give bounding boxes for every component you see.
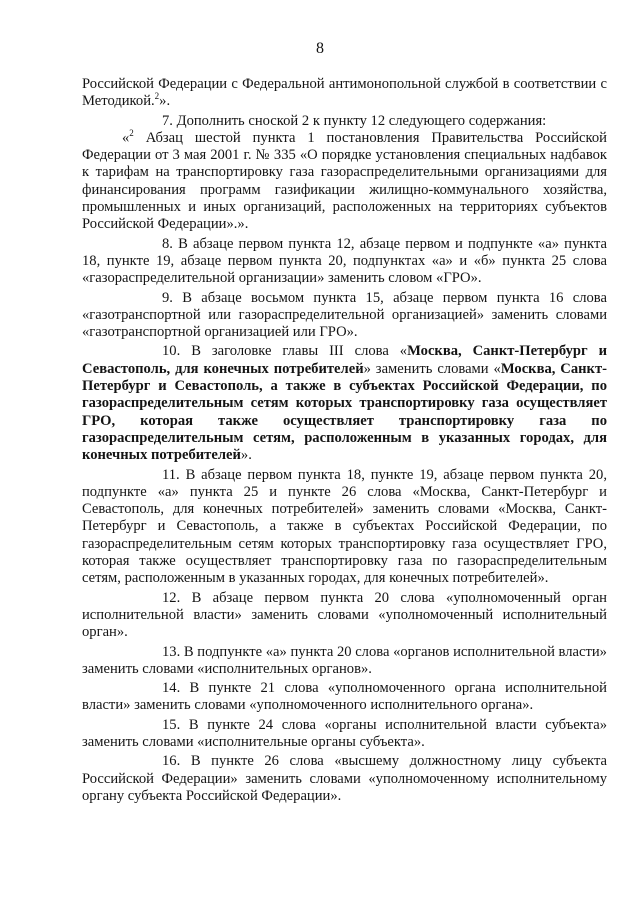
item-number: 15. [162,716,181,733]
item-number: 11. [162,466,180,483]
footnote-mark: 2 [129,128,134,139]
item-11: 11. В абзаце первом пункта 18, пункте 19, абзаце первом пункта 20, подпункте «а» пункта 25 и пункте 26 слова «Москва, Санкт-Петербург и Севастополь, для конечных потребителей» заменить словами «Москва, Санкт-Петербург и Севастополь, а также в субъектах Российской Федерации, по газораспределительным сетям которых транспортировку газа осуществляет ГРО, которая также осуществляет транспортировку газа по газораспределительным сетям, расположенным в указанных городах, для конечных потребителей». [82,466,607,587]
item-9: 9. В абзаце восьмом пункта 15, абзаце первом пункта 16 слова «газотранспортной или газораспределительной организацией» заменить словами «газотранспортной организацией или ГРО». [82,289,607,341]
bold-new-title: Москва, Санкт-Петербург и Севастополь, а также в субъектах Российской Федерации, по газораспределительным сетям которых транспортировку газа осуществляет ГРО, которая также осуществляет транспортировку газа по газораспределительным сетям, расположенным в указанных городах, для конечных потребителей [82,360,607,464]
page-number: 8 [316,40,324,57]
footnote-ref: 2 [154,91,160,102]
item-16: 16. В пункте 26 слова «высшему должностному лицу субъекта Российской Федерации» заменить словами «уполномоченному исполнительному органу субъекта Российской Федерации». [82,753,607,804]
item-7: 7. Дополнить сноской 2 к пункту 12 следующего содержания: [82,113,607,130]
item-number: 7. [162,112,173,129]
item-13: 13. В подпункте «а» пункта 20 слова «органов исполнительной власти» заменить словами «исполнительных органов». [82,643,607,677]
item-number: 9. [162,289,173,306]
item-number: 13. [162,643,181,660]
item-number: 12. [162,589,181,606]
item-number: 8. [162,235,173,252]
document-body [82,76,607,805]
item-10: 10. В заголовке главы III слова «Москва, Санкт-Петербург и Севастополь, для конечных потребителей» заменить словами «Москва, Санкт-Петербург и Севастополь, а также в субъектах Российской Федерации, по газораспределительным сетям которых транспортировку газа осуществляет ГРО, которая также осуществляет транспортировку газа по газораспределительным сетям, расположенным в указанных городах, для конечных потребителей». [82,343,607,464]
bold-old-title: Москва, Санкт-Петербург и Севастополь, для конечных потребителей [82,343,607,377]
item-number: 14. [162,680,181,697]
item-8: 8. В абзаце первом пункта 12, абзаце первом и подпункте «а» пункта 18, пункте 19, абзаце первом пункта 20, подпунктах «а» и «б» пункта 25 слова «газораспределительной организации» заменить словом «ГРО». [82,235,607,287]
item-12: 12. В абзаце первом пункта 20 слова «уполномоченный орган исполнительной власти» заменить словами «уполномоченный исполнительный орган». [82,589,607,641]
item-number: 16. [162,753,181,770]
item-number: 10. [162,343,181,360]
item-14: 14. В пункте 21 слова «уполномоченного органа исполнительной власти» заменить словами «уполномоченного исполнительного органа». [82,680,607,714]
footnote-text: «$^2$ Абзац шестой пункта 1 постановления Правительства Российской Федерации от 3 мая 2001 г. № 335 «О порядке установления специальных надбавок к тарифам на транспортировку газа газораспределительными организациями для финансирования программ газификации жилищно-коммунального хозяйства, промышленных и иных организаций, расположенных на территориях субъектов Российской Федерации».». [82,128,607,233]
continuation-paragraph: Российской Федерации с Федеральной антимонопольной службой в соответствии с Методикой.$^2$». [82,76,607,110]
item-15: 15. В пункте 24 слова «органы исполнительной власти субъекта» заменить словами «исполнительные органы субъекта». [82,716,607,750]
